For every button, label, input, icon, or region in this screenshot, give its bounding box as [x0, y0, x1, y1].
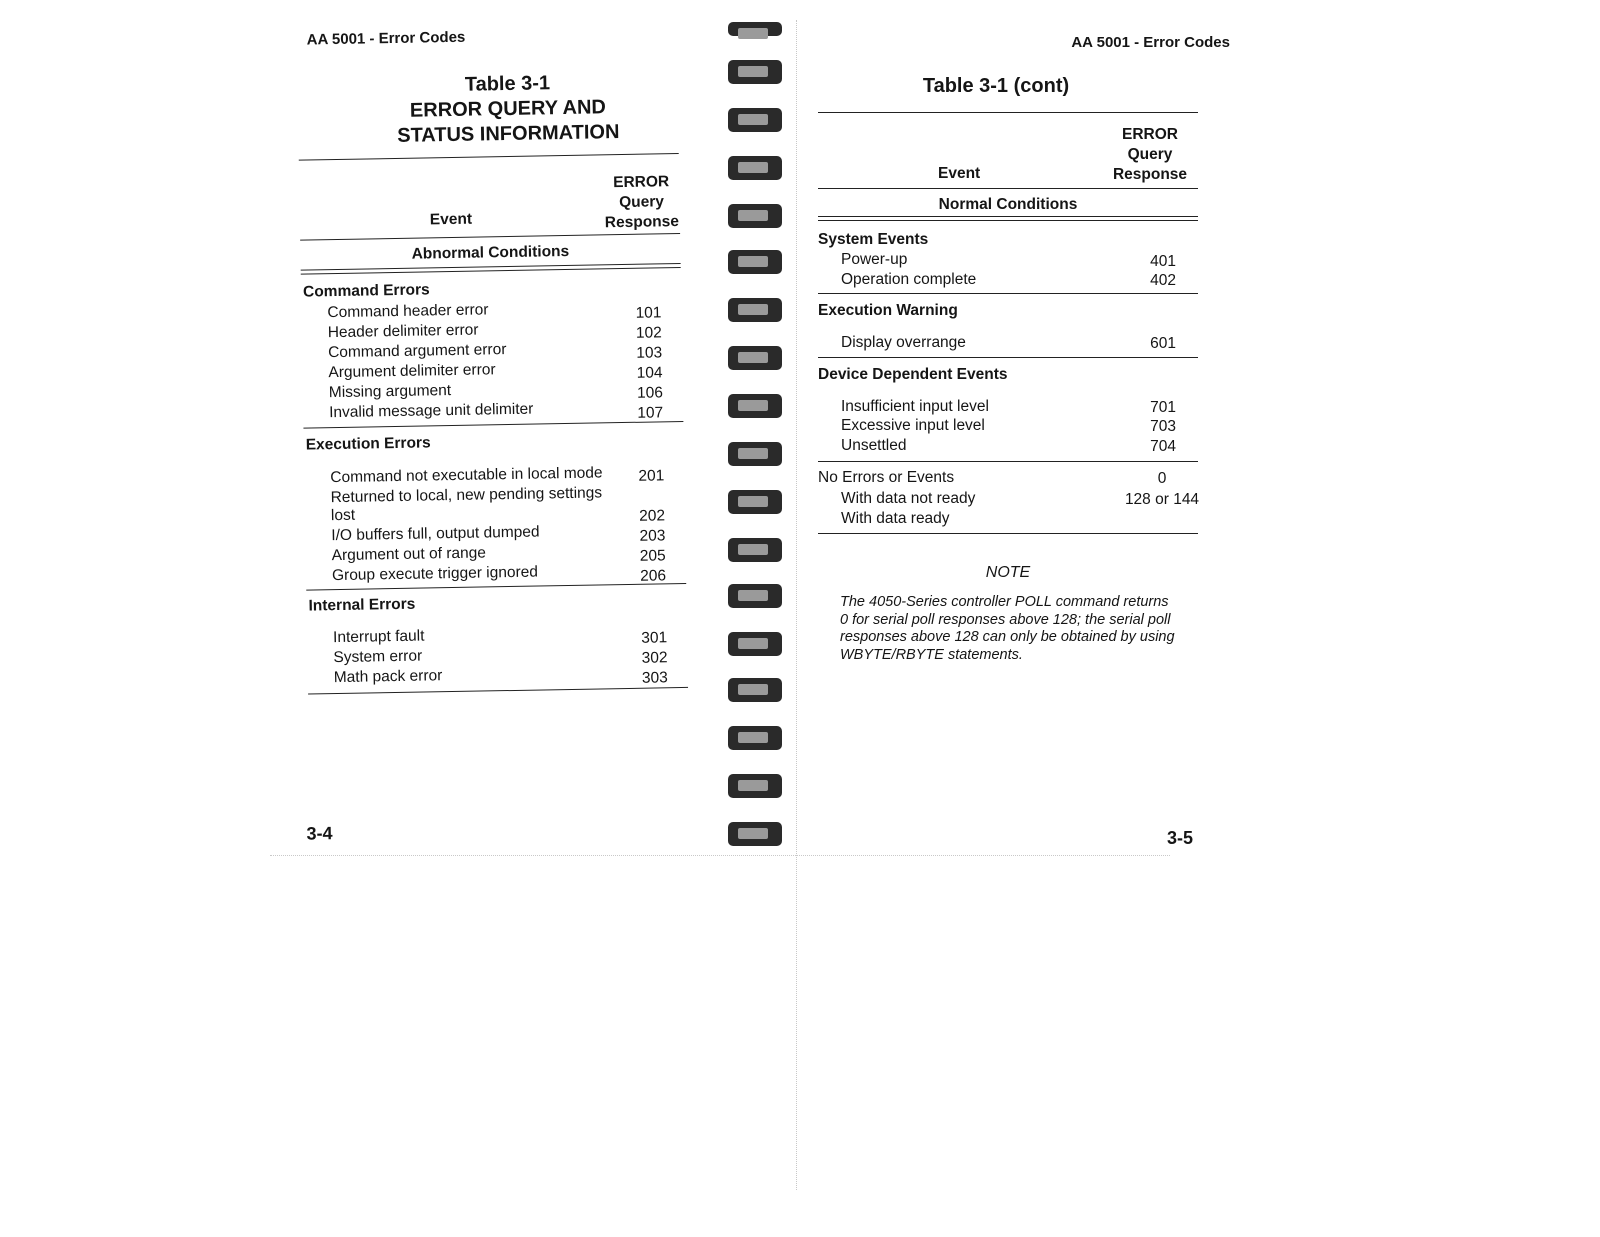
table-title-line-1: Table 3-1 [464, 72, 551, 96]
page-gutter [796, 20, 797, 1190]
event-row: System error [333, 647, 423, 667]
event-row: With data ready [841, 510, 950, 527]
binding-ring [728, 632, 782, 656]
code-cell: 101 [635, 304, 662, 322]
binding-ring [728, 60, 782, 84]
note-title: NOTE [985, 564, 1031, 581]
code-cell: 203 [639, 527, 666, 545]
event-row: Insufficient input level [841, 398, 989, 415]
col-event-header: Event [938, 165, 981, 182]
binding-ring [728, 298, 782, 322]
group-system-events: System Events [818, 231, 929, 248]
code-cell: 703 [1150, 418, 1176, 435]
code-cell: 401 [1150, 253, 1176, 270]
code-cell: 205 [639, 547, 666, 565]
code-cell: 302 [641, 649, 668, 667]
group-rule [818, 293, 1198, 294]
event-row: Invalid message unit delimiter [329, 400, 534, 422]
running-head-right: AA 5001 - Error Codes [1071, 34, 1230, 51]
binding-ring [728, 726, 782, 750]
col-response-line-1: ERROR [613, 173, 670, 192]
binding-ring [728, 22, 782, 36]
top-rule [818, 112, 1198, 113]
col-response-line-1: ERROR [1122, 126, 1178, 143]
code-cell: 206 [640, 567, 667, 585]
code-cell: 103 [636, 344, 663, 362]
binding-ring [728, 250, 782, 274]
binding-ring [728, 156, 782, 180]
group-rule [818, 461, 1198, 462]
group-rule [818, 357, 1198, 358]
binding-ring [728, 678, 782, 702]
binding-ring [728, 822, 782, 846]
binding-ring [728, 204, 782, 228]
binding-ring [728, 108, 782, 132]
group-device-dependent-events: Device Dependent Events [818, 366, 1008, 383]
code-cell: 0 [1157, 470, 1167, 487]
header-rule [300, 233, 680, 241]
group-internal-errors: Internal Errors [308, 595, 416, 615]
group-execution-errors: Execution Errors [305, 434, 431, 454]
code-cell: 106 [636, 384, 664, 402]
table-title-line-3: STATUS INFORMATION [397, 121, 620, 147]
binding-ring [728, 394, 782, 418]
event-row: With data not ready [841, 490, 976, 507]
no-errors-label: No Errors or Events [818, 469, 955, 486]
condition-normal: Normal Conditions [938, 196, 1078, 213]
event-row: Argument delimiter error [328, 361, 496, 382]
code-cell: 301 [641, 629, 668, 647]
code-cell: 107 [637, 404, 664, 422]
event-row: Operation complete [841, 271, 977, 288]
top-rule [299, 153, 679, 161]
binding-ring [728, 538, 782, 562]
table-title-line-2: ERROR QUERY AND [409, 96, 607, 122]
code-cell: 128 or 144 [1124, 491, 1200, 508]
left-page [296, 0, 731, 884]
header-rule [818, 188, 1198, 189]
binding-ring [728, 774, 782, 798]
code-cell: 104 [636, 364, 663, 382]
running-head-left: AA 5001 - Error Codes [306, 28, 466, 49]
right-page [818, 0, 1236, 880]
group-rule [303, 421, 683, 429]
page-number-right: 3-5 [1167, 828, 1194, 848]
col-response-line-3: Response [1112, 166, 1188, 183]
event-row: Command header error [327, 301, 489, 322]
code-cell: 202 [639, 507, 666, 525]
page-number-left: 3-4 [306, 823, 333, 844]
binding-ring [728, 490, 782, 514]
group-execution-warning: Execution Warning [818, 302, 958, 319]
code-cell: 303 [641, 669, 669, 687]
event-row: Command argument error [327, 341, 507, 362]
event-row: Returned to local, new pending settings [330, 484, 603, 507]
condition-double-rule [818, 216, 1198, 221]
event-row: Excessive input level [841, 417, 985, 434]
col-response-line-2: Query [1127, 146, 1173, 163]
event-row: I/O buffers full, output dumped [331, 523, 540, 545]
bottom-rule [818, 533, 1198, 534]
event-row: Unsettled [841, 437, 907, 454]
group-command-errors: Command Errors [302, 281, 430, 301]
code-cell: 704 [1150, 438, 1176, 455]
event-row: Argument out of range [331, 544, 487, 565]
event-row-continued: lost [330, 506, 356, 525]
binding-ring [728, 442, 782, 466]
binding-ring [728, 584, 782, 608]
bottom-rule [308, 687, 688, 695]
event-row: Interrupt fault [332, 627, 425, 647]
binding-ring [728, 346, 782, 370]
event-row: Math pack error [333, 667, 443, 687]
event-row: Power-up [841, 251, 908, 268]
event-row: Group execute trigger ignored [331, 563, 539, 585]
event-row: Command not executable in local mode [330, 464, 603, 487]
table-title-cont: Table 3-1 (cont) [922, 75, 1070, 97]
col-response-line-2: Query [618, 193, 665, 212]
code-cell: 701 [1150, 399, 1176, 416]
event-row: Display overrange [841, 334, 966, 351]
col-response-line-3: Response [604, 213, 680, 232]
event-row: Missing argument [328, 382, 452, 402]
condition-double-rule [301, 263, 681, 275]
event-row: Header delimiter error [327, 321, 479, 342]
condition-abnormal: Abnormal Conditions [411, 242, 570, 263]
code-cell: 201 [638, 467, 665, 485]
col-event-header: Event [429, 210, 473, 229]
code-cell: 102 [635, 324, 662, 342]
note-body: The 4050-Series controller POLL command returns 0 for serial poll responses above 128; the serial poll responses above 128 can only be obtained by using WBYTE/RBYTE statements. [840, 594, 1175, 663]
spiral-binding [728, 22, 790, 862]
code-cell: 601 [1150, 335, 1176, 352]
code-cell: 402 [1150, 272, 1176, 289]
